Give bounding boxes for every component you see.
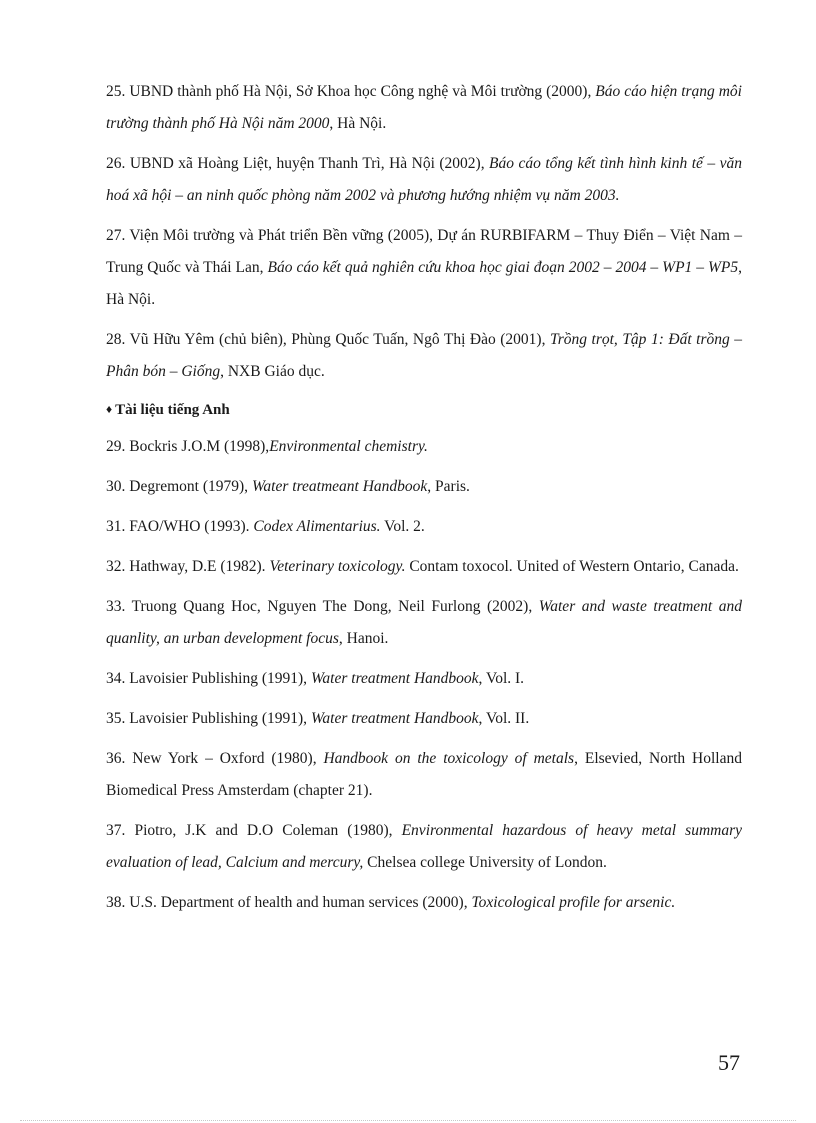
reference-text: 31. FAO/WHO (1993). [106, 518, 254, 535]
reference-entry [106, 511, 742, 543]
reference-text: 38. U.S. Department of health and human services (2000), [106, 894, 472, 911]
reference-entry [106, 76, 742, 140]
reference-text: 30. Degremont (1979), [106, 478, 252, 495]
reference-title: Toxicological profile for arsenic. [471, 894, 676, 911]
reference-title: Trồng trọt, Tập 1: Đất trồng – Phân bón – Giống [106, 331, 742, 380]
reference-text: , Vol. I. [478, 670, 525, 687]
english-references [106, 431, 742, 919]
reference-title: Handbook on the toxicology of metals [323, 750, 575, 767]
reference-text: 32. Hathway, D.E (1982). [106, 558, 270, 575]
reference-entry [106, 663, 742, 695]
reference-text: , Elsevied, North Holland Biomedical Press Amsterdam (chapter 21). [106, 750, 742, 799]
reference-text: Vol. 2. [380, 518, 425, 535]
reference-text: Contam toxocol. United of Western Ontario, Canada. [405, 558, 739, 575]
reference-text: Chelsea college University of London. [363, 854, 607, 871]
reference-entry [106, 815, 742, 879]
reference-entry [106, 591, 742, 655]
reference-entry [106, 551, 742, 583]
reference-text: 35. Lavoisier Publishing (1991), [106, 710, 311, 727]
reference-entry [106, 148, 742, 212]
page-number: 57 [718, 1050, 740, 1075]
reference-text: , Paris. [427, 478, 470, 495]
reference-text: 25. UBND thành phố Hà Nội, Sở Khoa học Công nghệ và Môi trường (2000), [106, 83, 596, 100]
reference-title: Báo cáo kết quả nghiên cứu khoa học giai đoạn 2002 – 2004 – WP1 – WP5 [267, 259, 739, 276]
reference-title: Water treatmeant Handbook [251, 478, 428, 495]
reference-title: Water treatment Handbook [310, 670, 479, 687]
reference-title: Veterinary toxicology. [269, 558, 406, 575]
reference-title: Codex Alimentarius. [253, 518, 381, 535]
reference-title: Water and waste treatment and quanlity, an urban development focus [106, 598, 743, 647]
section-heading-text: Tài liệu tiếng Anh [115, 402, 230, 418]
reference-text: 27. Viện Môi trường và Phát triển Bền vững (2005), Dự án RURBIFARM – Thuy Điển – Việt Nam – Trung Quốc và Thái Lan, [106, 227, 742, 276]
reference-entry [106, 471, 742, 503]
reference-text: 34. Lavoisier Publishing (1991), [106, 670, 311, 687]
reference-title: Environmental hazardous of heavy metal summary evaluation of lead, Calcium and mercury, [106, 822, 743, 871]
reference-title: Environmental chemistry. [269, 438, 428, 455]
reference-text: , Hà Nội. [106, 259, 742, 308]
reference-text: 28. Vũ Hữu Yêm (chủ biên), Phùng Quốc Tuấn, Ngô Thị Đào (2001), [106, 331, 550, 348]
reference-entry [106, 703, 742, 735]
reference-entry [106, 324, 742, 388]
reference-text: 37. Piotro, J.K and D.O Coleman (1980), [106, 822, 402, 839]
reference-entry [106, 431, 742, 463]
reference-entry [106, 220, 742, 316]
reference-entry [106, 743, 742, 807]
page-bottom-divider [20, 1120, 796, 1121]
reference-title: Báo cáo tổng kết tình hình kinh tế – văn hoá xã hội – an ninh quốc phòng năm 2002 và phương hướng nhiệm vụ năm 2003. [106, 155, 742, 204]
reference-text: , Hanoi. [338, 630, 389, 647]
reference-title: Water treatment Handbook [310, 710, 479, 727]
reference-text: , NXB Giáo dục. [220, 363, 325, 380]
vietnamese-references [106, 76, 742, 388]
reference-text: , Vol. II. [478, 710, 530, 727]
reference-text: , Hà Nội. [329, 115, 387, 132]
reference-title: Báo cáo hiện trạng môi trường thành phố Hà Nội năm 2000 [106, 83, 742, 132]
reference-list [106, 76, 742, 927]
reference-text: 36. New York – Oxford (1980), [106, 750, 324, 767]
reference-text: 29. Bockris J.O.M (1998), [106, 438, 270, 455]
reference-entry [106, 887, 742, 919]
reference-text: 33. Truong Quang Hoc, Nguyen The Dong, Neil Furlong (2002), [106, 598, 539, 615]
diamond-bullet-icon: ♦ [106, 402, 113, 416]
section-heading-english-references [106, 396, 742, 423]
reference-text: 26. UBND xã Hoàng Liệt, huyện Thanh Trì, Hà Nội (2002), [106, 155, 490, 172]
